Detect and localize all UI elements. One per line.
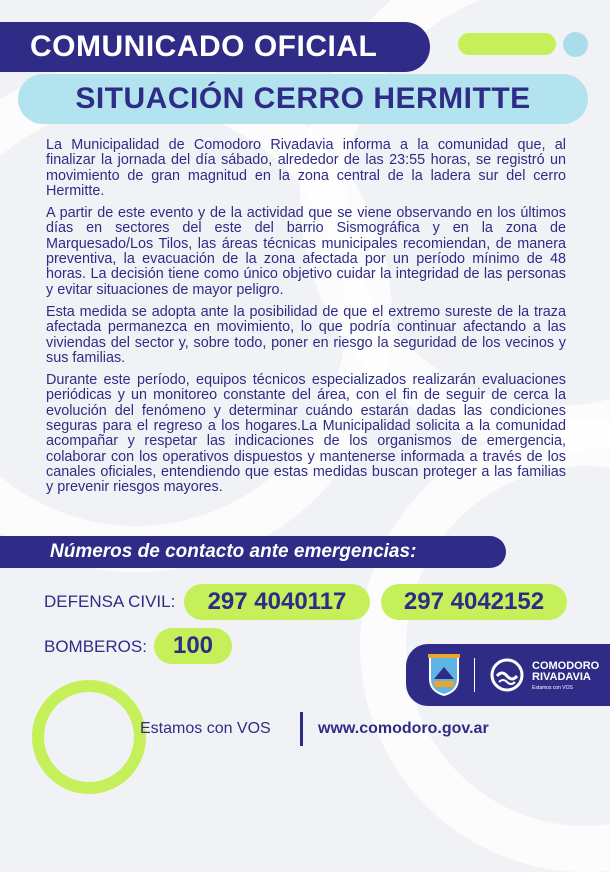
defensa-civil-number-1[interactable]: 297 4040117 [184, 584, 370, 620]
wave-emblem-icon [490, 658, 524, 692]
footer-url-link[interactable]: www.comodoro.gov.ar [318, 720, 489, 737]
bomberos-label: BOMBEROS: [44, 637, 147, 656]
accent-dot [563, 32, 588, 57]
logo-tagline: Estamos con VOS [532, 685, 573, 691]
accent-bar [458, 33, 556, 55]
paragraph: A partir de este evento y de la actividad que se viene observando en los últimos días en sectores del este del barrio Sismográfica y en la zona de Marquesado/Los Tilos, las áreas técnicas municipales recomiendan, de manera preventiva, la evacuación de la zona afectada por un período mínimo de 48 horas. La decisión tiene como único objetivo cuidar la integridad de las personas y evitar situaciones de mayor peligro. [46, 205, 566, 298]
footer-slogan: Estamos con VOS [140, 720, 271, 737]
footer-separator [300, 712, 303, 746]
page-subtitle [18, 74, 588, 124]
contacts-heading-text: Números de contacto ante emergencias: [50, 541, 417, 562]
bomberos-number[interactable]: 100 [154, 628, 232, 664]
subtitle-text: SITUACIÓN CERRO HERMITTE [75, 82, 531, 115]
defensa-civil-number-2[interactable]: 297 4042152 [381, 584, 567, 620]
contacts-heading [0, 536, 506, 568]
title-text: COMUNICADO OFICIAL [30, 30, 378, 63]
paragraph: Esta medida se adopta ante la posibilidad de que el extremo sureste de la traza afectada permanezca en movimiento, lo que podría continuar afectando a las viviendas del sector y, sobre todo, poner en riesgo la seguridad de los vecinos y sus familias. [46, 303, 566, 366]
logo-name [532, 661, 599, 683]
logo-name-line1: COMODORO [532, 660, 600, 672]
announcement-body [46, 138, 566, 503]
logo-name-line2: RIVADAVIA [532, 671, 591, 683]
page-title [0, 22, 430, 72]
defensa-civil-label: DEFENSA CIVIL: [44, 592, 176, 611]
decorative-ring [32, 680, 146, 794]
paragraph: La Municipalidad de Comodoro Rivadavia informa a la comunidad que, al finalizar la jornada del día sábado, alrededor de las 23:55 horas, se registró un movimiento de gran magnitud en la zona central de la ladera sur del cerro Hermitte. [46, 137, 566, 199]
coat-of-arms-icon [424, 653, 464, 697]
municipal-logo [406, 644, 610, 706]
logo-separator [474, 658, 475, 692]
paragraph: Durante este período, equipos técnicos especializados realizarán evaluaciones periódicas y un monitoreo constante del área, con el fin de seguir de cerca la evolución del fenómeno y determinar cuándo estarán dadas las condiciones seguras para el regreso a los hogares.La Municipalidad solicita a la comunidad acompañar y respetar las indicaciones de los organismos de emergencia, colaborar con los operativos dispuestos y mantenerse informada a través de los canales oficiales, entendiendo que estas medidas buscan proteger a las familias y prevenir riesgos mayores. [46, 372, 566, 496]
